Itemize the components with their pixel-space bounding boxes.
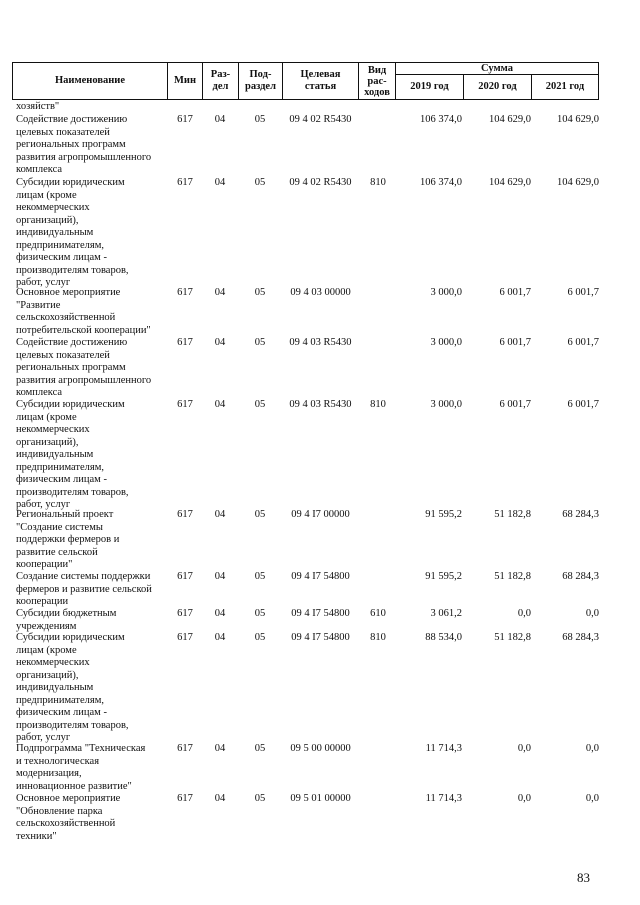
row-podrazdel: 05 — [254, 287, 266, 298]
row-razdel: 04 — [214, 632, 226, 643]
row-2019: 106 374,0 — [420, 114, 462, 125]
row-vid: 810 — [370, 177, 386, 188]
row-2020: 6 001,7 — [499, 337, 531, 348]
row-celevaya: 09 4 02 R5430 — [289, 177, 352, 188]
row-min: 617 — [177, 177, 193, 188]
carryover-text: хозяйств" — [16, 101, 60, 112]
row-razdel: 04 — [214, 793, 226, 804]
header-podrazdel: Под- раздел — [245, 69, 276, 92]
row-name: Субсидии юридическим лицам (кроме некоммерческих организаций), индивидуальным предпринимателям, физическим лицам - производителям товаров, работ, услуг — [16, 632, 129, 743]
row-celevaya: 09 4 I7 54800 — [291, 608, 350, 619]
row-name: Субсидии бюджетным учреждениям — [16, 608, 117, 632]
row-2019: 11 714,3 — [425, 743, 462, 754]
row-celevaya: 09 4 I7 00000 — [291, 509, 350, 520]
row-vid: 810 — [370, 632, 386, 643]
row-min: 617 — [177, 287, 193, 298]
row-2019: 91 595,2 — [425, 571, 462, 582]
row-2021: 0,0 — [585, 743, 599, 754]
row-celevaya: 09 4 I7 54800 — [291, 571, 350, 582]
row-2019: 3 000,0 — [430, 337, 462, 348]
row-2020: 0,0 — [517, 608, 531, 619]
row-2020: 0,0 — [517, 793, 531, 804]
row-name: Содействие достижению целевых показателей региональных программ развития агропромышленного комплекса — [16, 114, 152, 175]
header-min: Мин — [173, 75, 196, 86]
row-name: Субсидии юридическим лицам (кроме некоммерческих организаций), индивидуальным предпринимателям, физическим лицам - производителям товаров, работ, услуг — [16, 177, 129, 288]
row-razdel: 04 — [214, 337, 226, 348]
row-min: 617 — [177, 399, 193, 410]
row-min: 617 — [177, 632, 193, 643]
row-celevaya: 09 4 I7 54800 — [291, 632, 350, 643]
row-name: Создание системы поддержки фермеров и развитие сельской кооперации — [16, 571, 152, 607]
row-name: Основное мероприятие "Обновление парка сельскохозяйственной техники" — [16, 793, 121, 842]
header-name: Наименование — [55, 75, 125, 86]
row-name: Региональный проект "Создание системы поддержки фермеров и развитие сельской кооперации" — [16, 509, 120, 570]
header-2020: 2020 год — [478, 81, 517, 92]
row-2021: 0,0 — [585, 608, 599, 619]
row-podrazdel: 05 — [254, 399, 266, 410]
row-2021: 104 629,0 — [557, 177, 599, 188]
row-min: 617 — [177, 793, 193, 804]
row-2021: 68 284,3 — [562, 509, 599, 520]
row-2021: 6 001,7 — [567, 399, 599, 410]
row-name: Субсидии юридическим лицам (кроме некоммерческих организаций), индивидуальным предпринимателям, физическим лицам - производителям товаров, работ, услуг — [16, 399, 129, 510]
row-2019: 3 000,0 — [430, 399, 462, 410]
header-summa: Сумма — [481, 62, 513, 74]
row-min: 617 — [177, 571, 193, 582]
row-2021: 6 001,7 — [567, 337, 599, 348]
row-podrazdel: 05 — [254, 632, 266, 643]
row-razdel: 04 — [214, 399, 226, 410]
row-2019: 3 000,0 — [430, 287, 462, 298]
row-2021: 0,0 — [585, 793, 599, 804]
header-vid: Вид рас- ходов — [364, 64, 390, 98]
row-podrazdel: 05 — [254, 743, 266, 754]
row-vid: 610 — [370, 608, 386, 619]
row-celevaya: 09 5 00 00000 — [290, 743, 351, 754]
row-celevaya: 09 4 03 R5430 — [289, 399, 352, 410]
header-2019: 2019 год — [410, 81, 449, 92]
row-2020: 6 001,7 — [499, 287, 531, 298]
row-2021: 6 001,7 — [567, 287, 599, 298]
row-razdel: 04 — [214, 571, 226, 582]
row-podrazdel: 05 — [254, 337, 266, 348]
row-celevaya: 09 4 03 00000 — [290, 287, 351, 298]
row-2019: 3 061,2 — [430, 608, 462, 619]
row-razdel: 04 — [214, 114, 226, 125]
row-min: 617 — [177, 114, 193, 125]
header-celevaya: Целевая статья — [300, 69, 341, 92]
row-podrazdel: 05 — [254, 177, 266, 188]
row-name: Подпрограмма "Техническая и технологическая модернизация, инновационное развитие" — [16, 743, 146, 792]
row-2021: 104 629,0 — [557, 114, 599, 125]
row-2019: 11 714,3 — [425, 793, 462, 804]
row-2021: 68 284,3 — [562, 571, 599, 582]
page-number: 83 — [577, 870, 590, 885]
row-podrazdel: 05 — [254, 571, 266, 582]
header-2021: 2021 год — [545, 81, 585, 92]
row-min: 617 — [177, 743, 193, 754]
row-2020: 104 629,0 — [489, 177, 531, 188]
row-celevaya: 09 4 03 R5430 — [289, 337, 352, 348]
row-name: Основное мероприятие "Развитие сельскохозяйственной потребительской кооперации" — [16, 287, 151, 336]
row-2020: 51 182,8 — [494, 632, 531, 643]
row-min: 617 — [177, 509, 193, 520]
row-razdel: 04 — [214, 509, 226, 520]
row-2021: 68 284,3 — [562, 632, 599, 643]
row-name: Содействие достижению целевых показателей региональных программ развития агропромышленного комплекса — [16, 337, 152, 398]
row-celevaya: 09 5 01 00000 — [290, 793, 351, 804]
row-celevaya: 09 4 02 R5430 — [289, 114, 352, 125]
row-2019: 106 374,0 — [420, 177, 462, 188]
row-podrazdel: 05 — [254, 608, 266, 619]
table-header — [12, 62, 599, 100]
row-2019: 91 595,2 — [425, 509, 462, 520]
row-2020: 0,0 — [517, 743, 531, 754]
row-min: 617 — [177, 337, 193, 348]
row-podrazdel: 05 — [254, 793, 266, 804]
header-razdel: Раз- дел — [210, 69, 231, 92]
row-podrazdel: 05 — [254, 114, 266, 125]
row-razdel: 04 — [214, 608, 226, 619]
row-razdel: 04 — [214, 287, 226, 298]
row-2020: 104 629,0 — [489, 114, 531, 125]
row-2019: 88 534,0 — [425, 632, 462, 643]
row-2020: 6 001,7 — [499, 399, 531, 410]
row-2020: 51 182,8 — [494, 509, 531, 520]
row-podrazdel: 05 — [254, 509, 266, 520]
row-razdel: 04 — [214, 177, 226, 188]
row-razdel: 04 — [214, 743, 226, 754]
row-2020: 51 182,8 — [494, 571, 531, 582]
row-min: 617 — [177, 608, 193, 619]
row-vid: 810 — [370, 399, 386, 410]
